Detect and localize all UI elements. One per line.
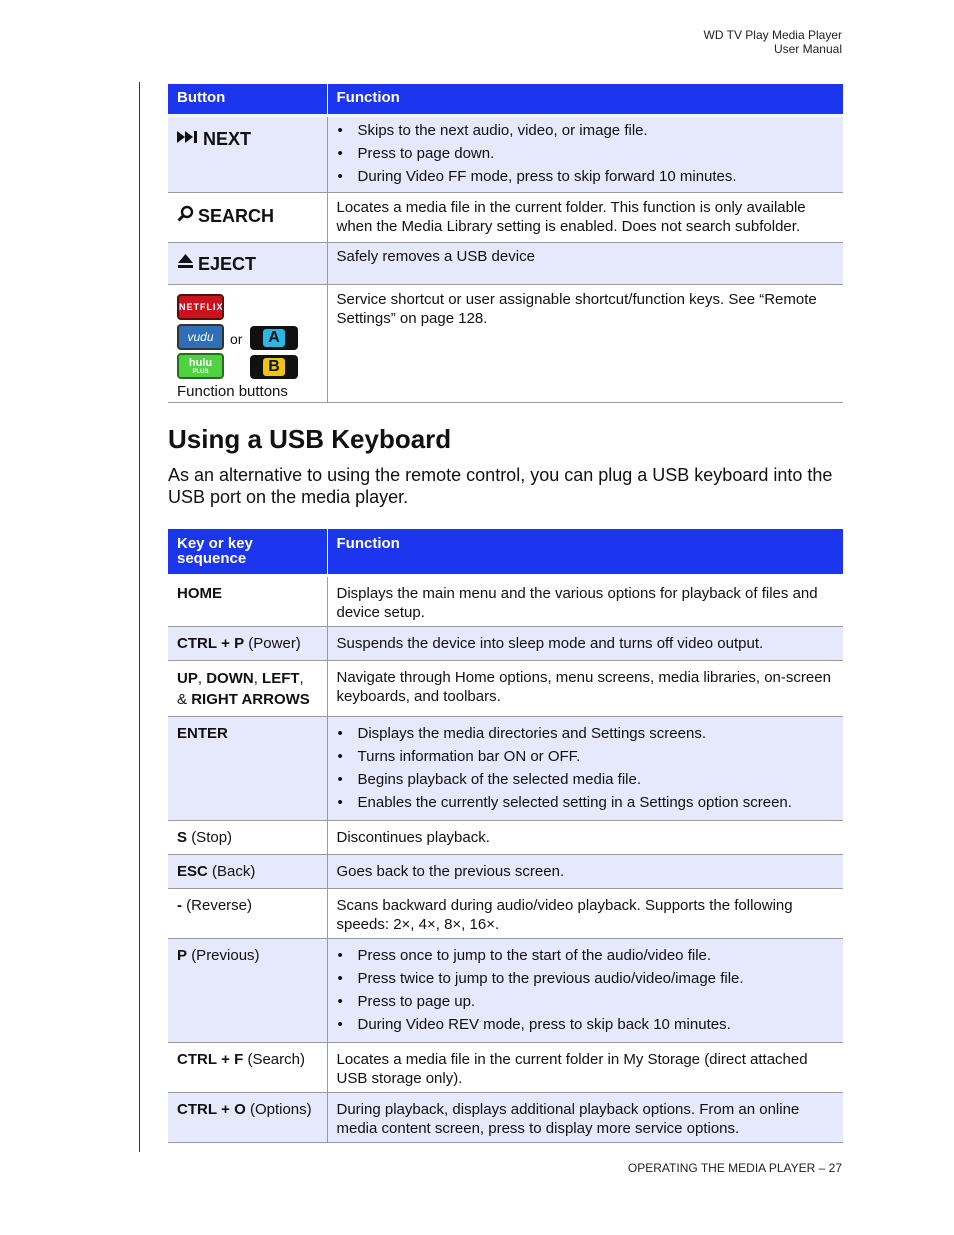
search-label: SEARCH bbox=[198, 206, 275, 226]
remote-buttons-table bbox=[168, 84, 843, 403]
table-row bbox=[168, 626, 843, 660]
table-row bbox=[168, 115, 843, 192]
key-minus: - bbox=[177, 896, 182, 914]
function-cell: During playback, displays additional playback options. From an online media content screen, press to display more service options. bbox=[327, 1092, 843, 1142]
enter-function-list bbox=[337, 724, 836, 812]
table-row bbox=[168, 192, 843, 242]
column-header-function: Function bbox=[327, 529, 843, 575]
list-item: • During Video REV mode, press to skip back 10 minutes. bbox=[337, 1015, 836, 1034]
b-key-label: B bbox=[263, 358, 285, 376]
table-row bbox=[168, 854, 843, 888]
list-item: • Enables the currently selected setting in a Settings option screen. bbox=[337, 793, 836, 812]
key-home: HOME bbox=[177, 584, 222, 602]
table-row bbox=[168, 1092, 843, 1142]
hulu-plus-text: PLUS bbox=[192, 368, 209, 375]
column-header-key: Key or key sequence bbox=[168, 529, 327, 575]
key-note: (Previous) bbox=[191, 946, 260, 964]
key-note: (Options) bbox=[249, 1100, 312, 1118]
table-row bbox=[168, 938, 843, 1042]
list-item: • Press to page down. bbox=[337, 144, 836, 163]
function-cell: Goes back to the previous screen. bbox=[327, 854, 843, 888]
key-plus: + bbox=[221, 1100, 230, 1118]
key-f: F bbox=[234, 1050, 244, 1068]
list-item: • Begins playback of the selected media file. bbox=[337, 770, 836, 789]
list-item: • Press once to jump to the start of the audio/video file. bbox=[337, 946, 836, 965]
section-title: Using a USB Keyboard bbox=[168, 424, 452, 454]
key-p: P bbox=[234, 634, 245, 652]
a-key-label: A bbox=[263, 329, 285, 347]
next-icon bbox=[177, 129, 199, 149]
function-buttons-function: Service shortcut or user assignable shortcut/function keys. See “Remote Settings” on page 128. bbox=[327, 284, 843, 402]
previous-function-list bbox=[337, 946, 836, 1034]
function-cell: Suspends the device into sleep mode and turns off video output. bbox=[327, 626, 843, 660]
column-header-button: Button bbox=[168, 84, 327, 115]
list-item: • Skips to the next audio, video, or image file. bbox=[337, 121, 836, 140]
header-title: WD TV Play Media Player bbox=[703, 28, 842, 42]
search-function: Locates a media file in the current folder. This function is only available when the Media Library setting is enabled. Does not search subfolder. bbox=[327, 192, 843, 242]
column-header-function: Function bbox=[327, 84, 843, 115]
key-note: (Power) bbox=[248, 634, 301, 652]
key-right-arrows: RIGHT ARROWS bbox=[191, 690, 310, 708]
function-buttons-label: Function buttons bbox=[177, 382, 288, 400]
table-row: UP, DOWN, LEFT, & RIGHT ARROWS Navigate through Home options, menu screens, media libraries, on-screen keyboards, and toolbars. bbox=[168, 660, 843, 716]
netflix-button: NETFLIX bbox=[177, 294, 224, 320]
key-ctrl: CTRL bbox=[177, 1100, 217, 1118]
list-item: • Press to page up. bbox=[337, 992, 836, 1011]
key-note: (Search) bbox=[247, 1050, 305, 1068]
search-icon bbox=[177, 205, 194, 228]
key-o: O bbox=[234, 1100, 246, 1118]
list-item: • Displays the media directories and Settings screens. bbox=[337, 724, 836, 743]
list-item: • During Video FF mode, press to skip forward 10 minutes. bbox=[337, 167, 836, 186]
eject-label: EJECT bbox=[198, 253, 257, 274]
vudu-button: vudu bbox=[177, 324, 224, 350]
hulu-plus-button bbox=[177, 353, 224, 379]
table-row bbox=[168, 716, 843, 820]
a-button bbox=[250, 326, 298, 350]
section-intro: As an alternative to using the remote control, you can plug a USB keyboard into the USB port on the media player. bbox=[168, 465, 833, 507]
key-esc: ESC bbox=[177, 862, 208, 880]
key-ampersand: & bbox=[177, 690, 188, 708]
key-s: S bbox=[177, 828, 188, 846]
key-p-previous: P bbox=[177, 946, 188, 964]
page-footer: OPERATING THE MEDIA PLAYER – 27 bbox=[627, 1161, 842, 1175]
key-ctrl: CTRL bbox=[177, 1050, 217, 1068]
table-row bbox=[168, 242, 843, 284]
key-plus: + bbox=[221, 634, 230, 652]
key-down: DOWN bbox=[206, 669, 254, 687]
list-item: • Turns information bar ON or OFF. bbox=[337, 747, 836, 766]
key-note: (Stop) bbox=[191, 828, 233, 846]
b-button bbox=[250, 355, 298, 379]
key-ctrl: CTRL bbox=[177, 634, 217, 652]
table-row bbox=[168, 284, 843, 402]
key-enter: ENTER bbox=[177, 724, 228, 742]
or-label: or bbox=[230, 330, 243, 347]
key-up: UP bbox=[177, 669, 198, 687]
eject-function: Safely removes a USB device bbox=[327, 242, 843, 284]
table-row bbox=[168, 820, 843, 854]
function-cell: Locates a media file in the current folder in My Storage (direct attached USB storage only). bbox=[327, 1042, 843, 1092]
key-note: (Reverse) bbox=[186, 896, 253, 914]
header-subtitle: User Manual bbox=[773, 42, 842, 56]
table-row bbox=[168, 1042, 843, 1092]
key-left: LEFT bbox=[262, 669, 300, 687]
next-function-list bbox=[337, 121, 836, 186]
table-row bbox=[168, 888, 843, 938]
function-cell: Scans backward during audio/video playback. Supports the following speeds: 2×, 4×, 8×, 16×. bbox=[327, 888, 843, 938]
list-item: • Press twice to jump to the previous audio/video/image file. bbox=[337, 969, 836, 988]
next-label: NEXT bbox=[203, 128, 252, 149]
usb-keyboard-table bbox=[168, 529, 843, 1143]
running-header bbox=[704, 28, 843, 56]
table-row bbox=[168, 575, 843, 626]
function-cell: Navigate through Home options, menu screens, media libraries, on-screen keyboards, and toolbars. bbox=[327, 660, 843, 716]
margin-rule bbox=[139, 82, 140, 1152]
hulu-logo-text: hulu bbox=[188, 356, 213, 369]
function-cell: Discontinues playback. bbox=[327, 820, 843, 854]
eject-icon bbox=[177, 253, 194, 275]
key-note: (Back) bbox=[212, 862, 256, 880]
function-cell: Displays the main menu and the various options for playback of files and device setup. bbox=[327, 575, 843, 626]
key-plus: + bbox=[221, 1050, 230, 1068]
